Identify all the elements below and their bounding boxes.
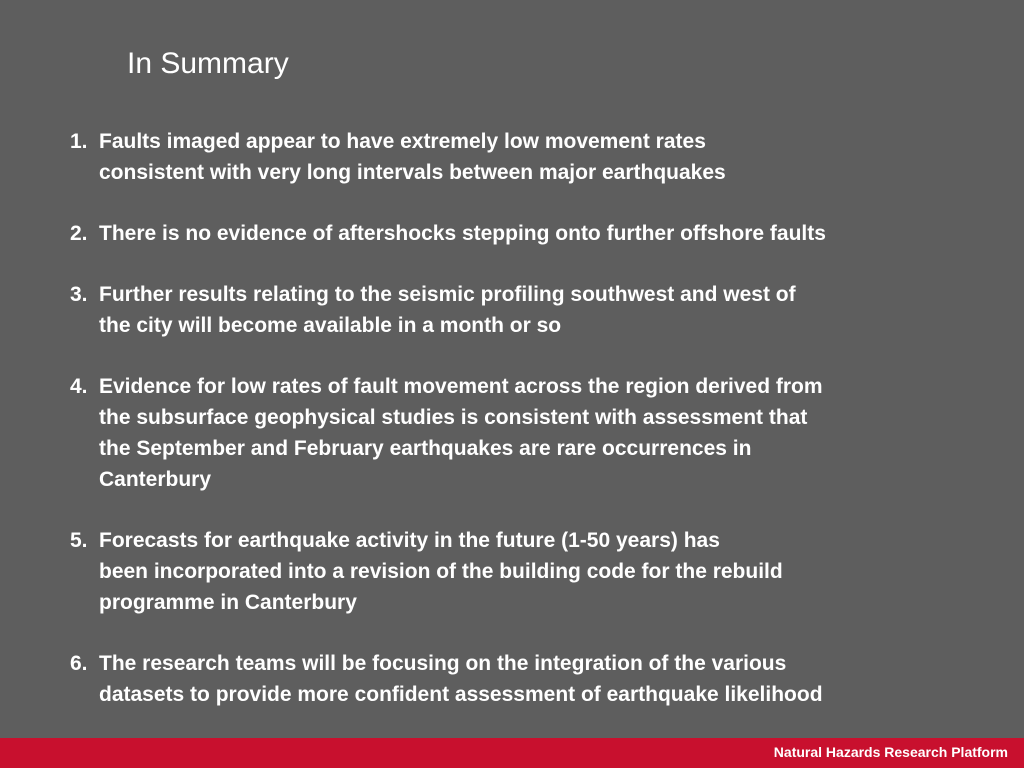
footer-bar <box>0 738 1024 768</box>
summary-point-3 <box>70 279 1015 341</box>
summary-point-5 <box>70 525 1015 618</box>
point-number: 5. <box>70 529 88 552</box>
point-line: programme in Canterbury <box>99 591 357 614</box>
point-number: 4. <box>70 375 88 398</box>
point-line: the subsurface geophysical studies is consistent with assessment that <box>99 406 808 429</box>
summary-point-2 <box>70 218 1015 249</box>
point-line: There is no evidence of aftershocks stepping onto further offshore faults <box>99 222 826 245</box>
point-line: datasets to provide more confident assessment of earthquake likelihood <box>99 683 823 706</box>
point-line: Evidence for low rates of fault movement across the region derived from <box>99 375 823 398</box>
summary-list <box>70 126 1015 740</box>
point-number: 1. <box>70 130 88 153</box>
point-line: Further results relating to the seismic profiling southwest and west of <box>99 283 796 306</box>
summary-point-4 <box>70 371 1015 495</box>
point-line: Canterbury <box>99 468 212 491</box>
slide-title: In Summary <box>127 47 289 80</box>
point-number: 2. <box>70 222 88 245</box>
point-line: The research teams will be focusing on the integration of the various <box>99 652 787 675</box>
point-line: been incorporated into a revision of the building code for the rebuild <box>99 560 783 583</box>
summary-point-6 <box>70 648 1015 710</box>
point-number: 3. <box>70 283 88 306</box>
point-line: Faults imaged appear to have extremely low movement rates <box>99 130 706 153</box>
point-line: consistent with very long intervals between major earthquakes <box>99 161 726 184</box>
point-line: the city will become available in a month or so <box>99 314 562 337</box>
summary-point-1 <box>70 126 1015 188</box>
point-number: 6. <box>70 652 88 675</box>
point-line: the September and February earthquakes are rare occurrences in <box>99 437 752 460</box>
footer-label: Natural Hazards Research Platform <box>773 744 1008 760</box>
point-line: Forecasts for earthquake activity in the future (1-50 years) has <box>99 529 720 552</box>
